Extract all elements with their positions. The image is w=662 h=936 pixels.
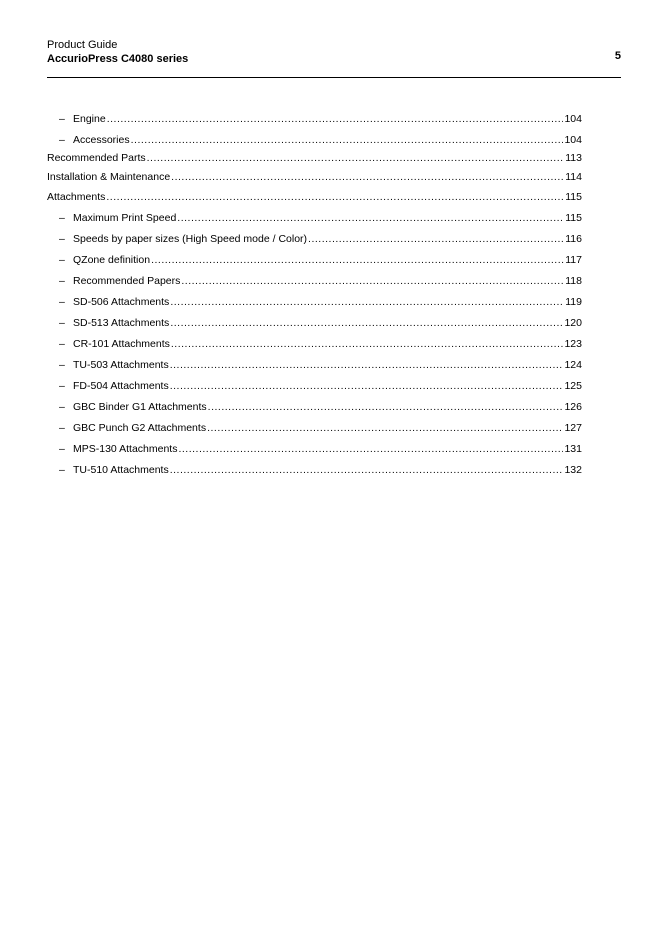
toc-entry-sd-513-attachments[interactable] — [47, 316, 582, 330]
toc-entry-page: 132 — [564, 464, 582, 476]
toc-leader-dots — [147, 151, 565, 165]
toc-entry-fd-504-attachments[interactable] — [47, 379, 582, 393]
toc-entry-speeds-by-paper-sizes[interactable] — [47, 232, 582, 246]
toc-entry-title: QZone definition — [73, 254, 151, 266]
page-header — [47, 38, 621, 78]
toc-dash: – — [59, 422, 65, 434]
toc-entry-title: Engine — [73, 113, 106, 125]
toc-dash: – — [59, 401, 65, 413]
toc-dash: – — [59, 275, 65, 287]
toc-entry-tu-510-attachments[interactable] — [47, 463, 582, 477]
toc-entry-cr-101-attachments[interactable] — [47, 337, 582, 351]
toc-entry-page: 126 — [564, 401, 582, 413]
toc-entry-recommended-papers[interactable] — [47, 274, 582, 288]
toc-entry-installation-maintenance[interactable] — [47, 170, 582, 184]
toc-entry-title: Recommended Parts — [47, 152, 146, 164]
toc-dash: – — [59, 113, 65, 125]
toc-entry-page: 116 — [565, 233, 582, 245]
toc-entry-tu-503-attachments[interactable] — [47, 358, 582, 372]
toc-entry-title: TU-503 Attachments — [73, 359, 169, 371]
toc-entry-page: 104 — [564, 134, 582, 146]
toc-entry-title: CR-101 Attachments — [73, 338, 170, 350]
toc-entry-page: 120 — [564, 317, 582, 329]
toc-leader-dots — [181, 274, 564, 288]
toc-entry-page: 118 — [565, 275, 582, 287]
document-type-label: Product Guide — [47, 39, 118, 51]
toc-entry-title: Recommended Papers — [73, 275, 181, 287]
toc-entry-page: 123 — [564, 338, 582, 350]
toc-entry-title: GBC Binder G1 Attachments — [73, 401, 207, 413]
toc-entry-title: TU-510 Attachments — [73, 464, 169, 476]
toc-leader-dots — [151, 253, 564, 267]
toc-entry-title: GBC Punch G2 Attachments — [73, 422, 207, 434]
toc-dash: – — [59, 380, 65, 392]
toc-entry-page: 131 — [564, 443, 582, 455]
toc-leader-dots — [207, 421, 563, 435]
toc-dash: – — [59, 338, 65, 350]
toc-entry-page: 114 — [565, 171, 582, 183]
toc-entry-gbc-binder-g1-attachments[interactable] — [47, 400, 582, 414]
toc-dash: – — [59, 254, 65, 266]
toc-entry-page: 104 — [564, 113, 582, 125]
toc-leader-dots — [308, 232, 564, 246]
toc-entry-title: FD-504 Attachments — [73, 380, 169, 392]
toc-entry-page: 117 — [565, 254, 582, 266]
toc-leader-dots — [107, 112, 564, 126]
toc-entry-title: SD-506 Attachments — [73, 296, 170, 308]
toc-entry-engine[interactable] — [47, 112, 582, 126]
toc-entry-page: 113 — [565, 152, 582, 164]
toc-dash: – — [59, 443, 65, 455]
toc-entry-page: 127 — [564, 422, 582, 434]
toc-entry-page: 124 — [564, 359, 582, 371]
toc-leader-dots — [208, 400, 564, 414]
toc-entry-title: MPS-130 Attachments — [73, 443, 178, 455]
toc-entry-page: 125 — [564, 380, 582, 392]
toc-leader-dots — [131, 133, 564, 147]
toc-entry-title: Accessories — [73, 134, 130, 146]
toc-entry-title: Speeds by paper sizes (High Speed mode / Color) — [73, 233, 308, 245]
toc-entry-mps-130-attachments[interactable] — [47, 442, 582, 456]
toc-dash: – — [59, 317, 65, 329]
toc-leader-dots — [178, 442, 563, 456]
toc-dash: – — [59, 233, 65, 245]
toc-leader-dots — [170, 295, 564, 309]
toc-leader-dots — [170, 463, 564, 477]
toc-leader-dots — [170, 358, 564, 372]
toc-dash: – — [59, 212, 65, 224]
toc-entry-page: 119 — [565, 296, 582, 308]
toc-leader-dots — [171, 170, 564, 184]
toc-entry-title: Installation & Maintenance — [47, 171, 171, 183]
toc-entry-title: Maximum Print Speed — [73, 212, 177, 224]
toc-leader-dots — [106, 190, 564, 204]
toc-entry-qzone-definition[interactable] — [47, 253, 582, 267]
toc-entry-page: 115 — [565, 212, 582, 224]
toc-entry-gbc-punch-g2-attachments[interactable] — [47, 421, 582, 435]
toc-entry-page: 115 — [565, 191, 582, 203]
toc-entry-accessories[interactable] — [47, 133, 582, 147]
toc-leader-dots — [170, 379, 564, 393]
product-name: AccurioPress C4080 series — [47, 53, 189, 65]
toc-leader-dots — [177, 211, 564, 225]
toc-dash: – — [59, 134, 65, 146]
toc-entry-title: SD-513 Attachments — [73, 317, 170, 329]
toc-entry-sd-506-attachments[interactable] — [47, 295, 582, 309]
toc-dash: – — [59, 464, 65, 476]
toc-leader-dots — [171, 337, 564, 351]
toc-entry-title: Attachments — [47, 191, 106, 203]
toc-entry-recommended-parts[interactable] — [47, 151, 582, 165]
toc-dash: – — [59, 296, 65, 308]
page-number: 5 — [614, 50, 621, 62]
toc-leader-dots — [170, 316, 563, 330]
toc-entry-maximum-print-speed[interactable] — [47, 211, 582, 225]
toc-entry-attachments[interactable] — [47, 190, 582, 204]
toc-dash: – — [59, 359, 65, 371]
